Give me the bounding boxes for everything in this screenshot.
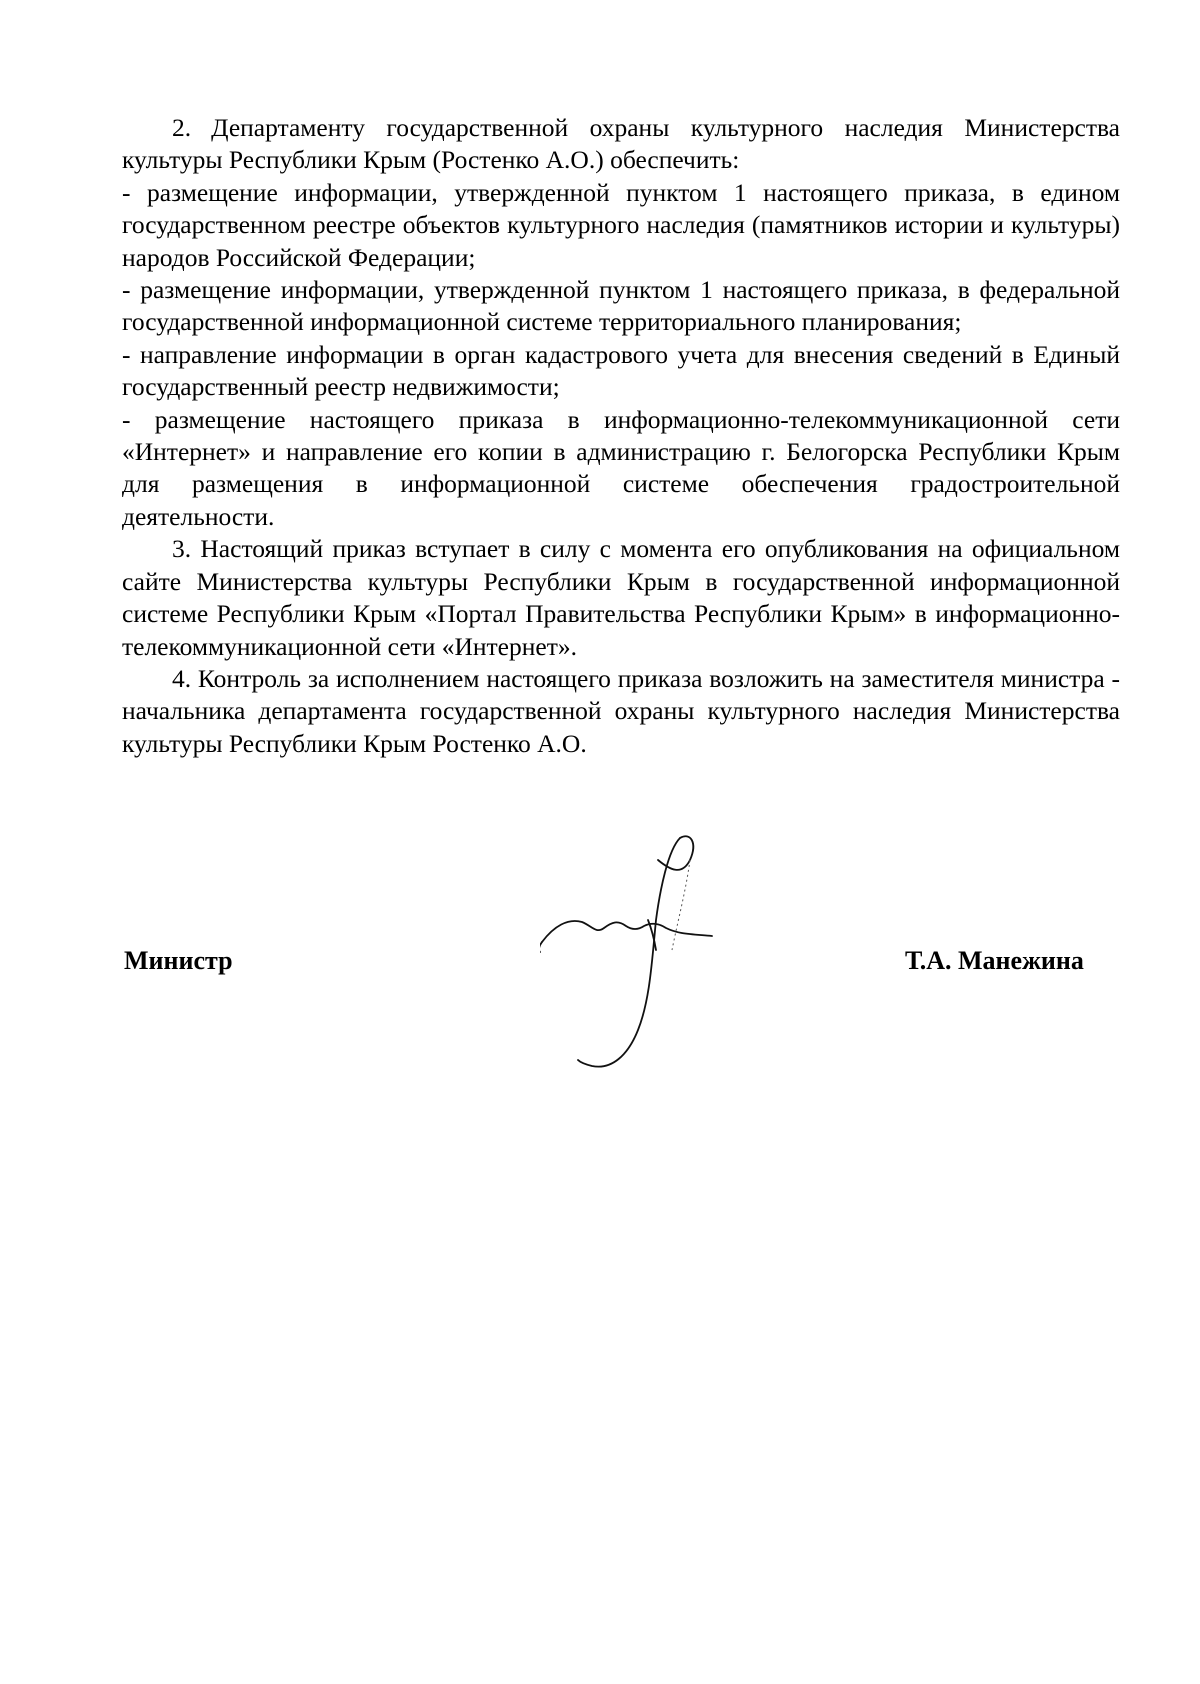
paragraph-4: 4. Контроль за исполнением настоящего приказа возложить на заместителя министра - начальника департамента государственной охраны культурного наследия Министерства культуры Республики Крым Ростенко А.О.: [122, 663, 1120, 758]
list-item: - размещение информации, утвержденной пунктом 1 настоящего приказа, в федеральной государственной информационной системе территориального планирования;: [122, 275, 1120, 337]
signatory-title: Министр: [124, 946, 233, 975]
paragraph-number: 2.: [172, 113, 192, 142]
signatory-name: Т.А. Манежина: [905, 946, 1084, 975]
list-item: - направление информации в орган кадастрового учета для внесения сведений в Единый государственный реестр недвижимости;: [122, 339, 1120, 402]
handwritten-signature: [540, 830, 780, 1090]
paragraph-3: 3. Настоящий приказ вступает в силу с момента его опубликования на официальном сайте Министерства культуры Республики Крым в государственной информационной системе Республики Крым «Портал Правительства Республики Крым» в информационно-телекоммуникационной сети «Интернет».: [122, 534, 1120, 661]
list-item: - размещение информации, утвержденной пунктом 1 настоящего приказа, в едином государственном реестре объектов культурного наследия (памятников истории и культуры) народов Российской Федерации;: [122, 177, 1120, 272]
list-item: - размещение настоящего приказа в информационно-телекоммуникационной сети «Интернет» и направление его копии в администрацию г. Белогорска Республики Крым для размещения в информационной системе обеспечения градостроительной деятельности.: [122, 404, 1120, 531]
paragraph-text: Департаменту государственной охраны культурного наследия Министерства культуры Республики Крым (Ростенко А.О.) обеспечить:: [122, 113, 1120, 175]
